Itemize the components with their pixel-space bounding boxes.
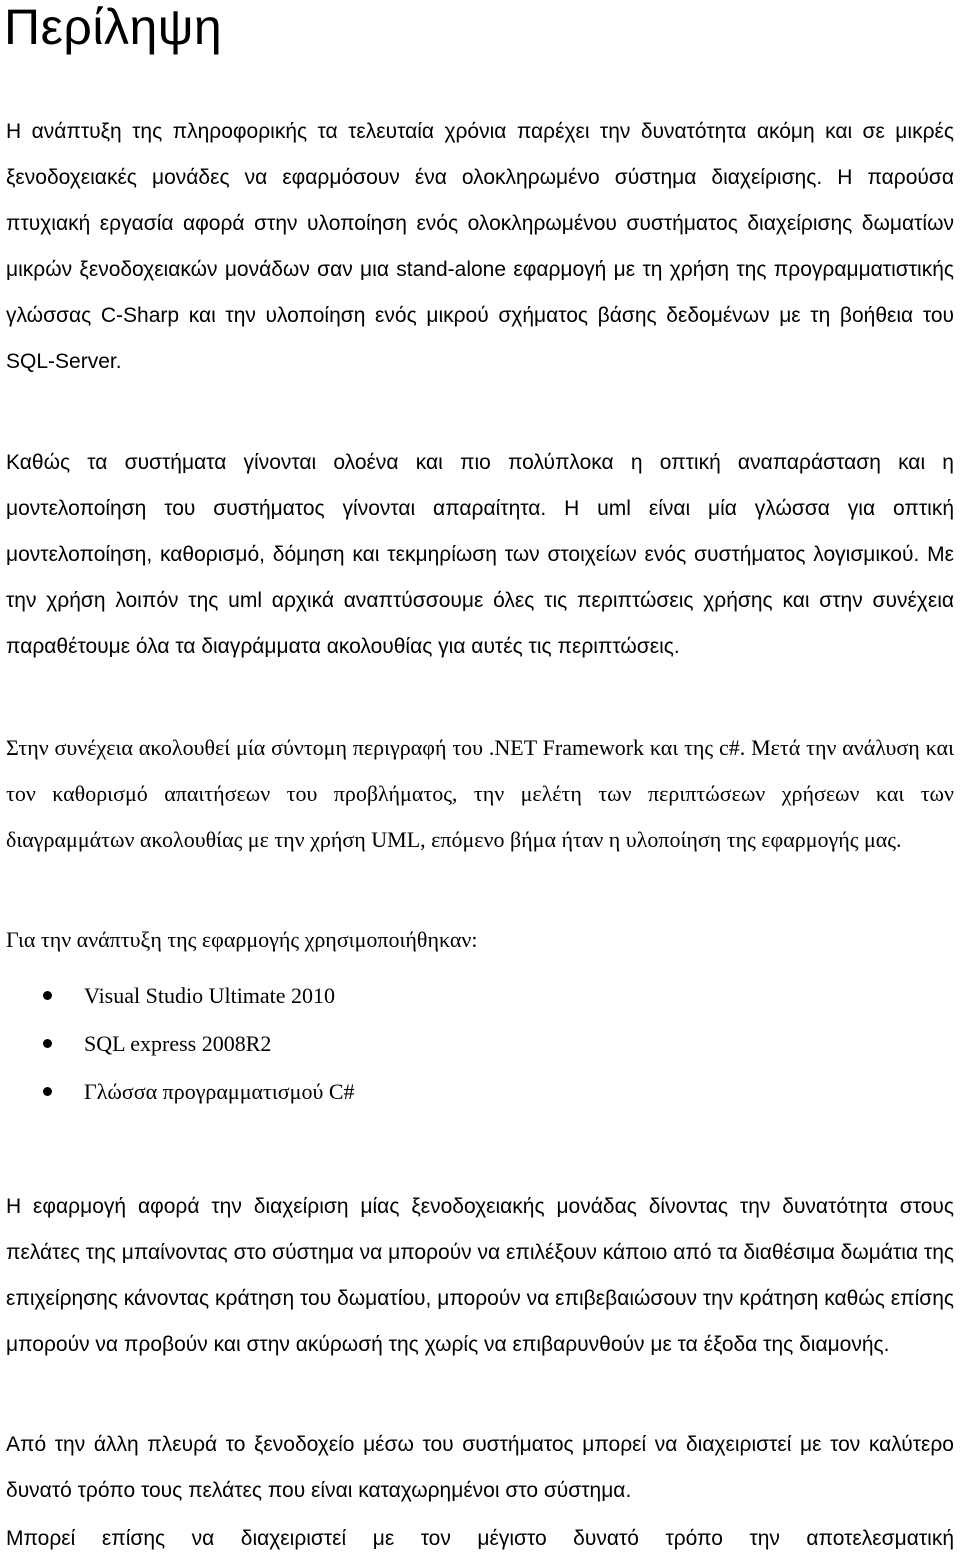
paragraph-intro: Η ανάπτυξη της πληροφορικής τα τελευταία χρόνια παρέχει την δυνατότητα ακόμη και σε μικρές ξενοδοχειακές μονάδες να εφαρμόσουν ένα ολοκληρωμένο σύστημα διαχείρισης. Η παρούσα πτυχιακή εργασία αφορά στην υλοποίηση ενός ολοκληρωμένου συστήματος διαχείρισης δωματίων μικρών ξενοδοχειακών μονάδων σαν μια stand-alone εφαρμογή με τη χρήση της προγραμματιστικής γλώσσας C-Sharp και την υλοποίηση ενός μικρού σχήματος βάσης δεδομένων με τη βοήθεια του SQL-Server.: [6, 120, 954, 373]
paragraph-uml: Καθώς τα συστήματα γίνονται ολοένα και πιο πολύπλοκα η οπτική αναπαράσταση και η μοντελοποίηση του συστήματος γίνονται απαραίτητα. Η uml είναι μία γλώσσα για οπτική μοντελοποίηση, καθορισμό, δόμηση και τεκμηρίωση των στοιχείων ενός συστήματος λογισμικού. Με την χρήση λοιπόν της uml αρχικά αναπτύσσουμε όλες τις περιπτώσεις χρήσης και στην συνέχεια παραθέτουμε όλα τα διαγράμματα ακολουθίας για αυτές τις περιπτώσεις.: [6, 451, 954, 658]
page-title: Περίληψη: [4, 0, 223, 55]
tool-name: Γλώσσα προγραμματισμού C#: [84, 1079, 355, 1104]
paragraph-hotel-side: Από την άλλη πλευρά το ξενοδοχείο μέσω του συστήματος μπορεί να διαχειριστεί με τον καλύτερο δυνατό τρόπο τους πελάτες που είναι καταχωρημένοι στο σύστημα.: [6, 1433, 954, 1502]
bullet-icon: [43, 1039, 52, 1048]
paragraph-dotnet: Στην συνέχεια ακολουθεί μία σύντομη περιγραφή του .NET Framework και της c#. Μετά την ανάλυση και τον καθορισμό απαιτήσεων του προβλήματος, την μελέτη των περιπτώσεων χρήσεων και των διαγραμμάτων ακολουθίας με την χρήση UML, επόμενο βήμα ήταν η υλοποίηση της εφαρμογής μας.: [6, 735, 954, 852]
list-item: [0, 1068, 960, 1116]
list-item: [0, 972, 960, 1020]
tool-name: Visual Studio Ultimate 2010: [84, 983, 336, 1008]
paragraph-continued: Μπορεί επίσης να διαχειριστεί με τον μέγιστο δυνατό τρόπο την αποτελεσματική: [6, 1527, 954, 1550]
tool-name: SQL express 2008R2: [84, 1031, 272, 1056]
list-item: [0, 1020, 960, 1068]
bullet-icon: [43, 1087, 52, 1096]
tools-list: [0, 972, 960, 1116]
bullet-icon: [43, 991, 52, 1000]
paragraph-tools-intro: Για την ανάπτυξη της εφαρμογής χρησιμοποιήθηκαν:: [6, 927, 478, 952]
paragraph-application: Η εφαρμογή αφορά την διαχείριση μίας ξενοδοχειακής μονάδας δίνοντας την δυνατότητα στους πελάτες της μπαίνοντας στο σύστημα να μπορούν να επιλέξουν κάποιο από τα διαθέσιμα δωμάτια της επιχείρησης κάνοντας κράτηση του δωματίου, μπορούν να επιβεβαιώσουν την κράτηση καθώς επίσης μπορούν να προβούν και στην ακύρωσή της χωρίς να επιβαρυνθούν με τα έξοδα της διαμονής.: [6, 1195, 954, 1356]
